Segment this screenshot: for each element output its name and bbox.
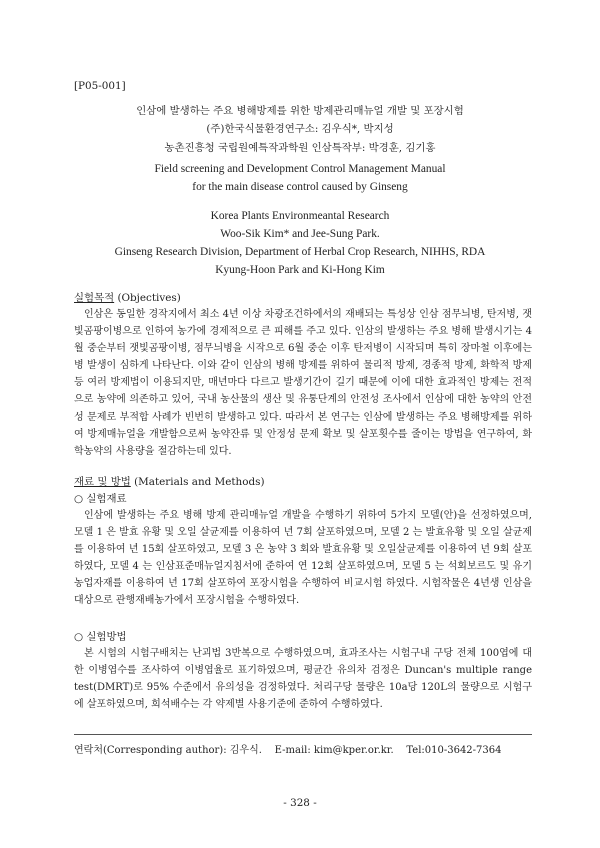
paper-id: [P05-001] [74, 80, 126, 92]
corresponding-author: 연락처(Corresponding author): 김우식. E-mail: kim@kper.or.kr. Tel:010-3642-7364 [74, 745, 502, 756]
korean-authors: (주)한국식물환경연구소: 김우식*, 박지성 [206, 123, 394, 135]
korean-affiliation: 농촌진흥청 국립원예특작과학원 인삼특작부: 박경훈, 김기홍 [164, 142, 436, 154]
page-number: - 328 - [283, 797, 317, 809]
english-authors-1: Woo-Sik Kim* and Jee-Sung Park. [220, 228, 380, 240]
objectives-heading-kr: 실험목적 [74, 292, 115, 304]
english-title-line1: Field screening and Development Control Management Manual [154, 163, 446, 175]
materials-body: 인삼에 발생하는 주요 병해 방제 관리매뉴얼 개발을 수행하기 위하여 5가지 모델(안)을 선정하였으며, 모델 1 은 발효 유황 및 오일 살균제를 이용하여 년 7회 살포하였으며, 모델 2 는 발효유황 및 오일 살균제를 이용하여 년 15회 살포하였고, 모델 3 은 농약 3 회와 발효유황 및 오일살균제를 이용하여 년 9회 살포하였다, 모델 4 는 인삼표준매뉴얼지침서에 준하여 연 12회 살포하였으며, 모델 5 는 석회보르도 및 유기농업자재를 이용하여 년 17회 살포하여 포장시험을 수행하여 비교시험 하였다. 시험작물은 4년생 인삼을 대상으로 관행재배농가에서 포장시험을 수행하였다. [74, 510, 532, 607]
english-affiliation-1: Korea Plants Environmeantal Research [210, 210, 390, 222]
objectives-body: 인삼은 동일한 경작지에서 최소 4년 이상 차광조건하에서의 재배되는 특성상 인삼 점무늬병, 탄저병, 잿빛곰팡이병으로 인하여 농가에 경제적으로 큰 피해를 주고 있다. 인삼의 발생하는 주요 병해 발생시기는 4월 중순부터 잿빛곰팡이병, 점무늬병을 시작으로 6월 중순 이후 탄저병이 시작되며 특히 장마철 이후에는 병 발생이 심하게 나타난다. 이와 같이 인삼의 병해 방제를 위하여 물리적 방제, 경종적 방제, 화학적 방제 등 여러 방제법이 이용되지만, 매년마다 다르고 발생기간이 길기 때문에 이에 대한 효과적인 방제는 전적으로 농약에 의존하고 있어, 국내 농산물의 생산 및 유통단계의 안전성 조사에서 인삼에 대한 농약의 안전성 문제로 부적합 사례가 빈번히 발생하고 있다. 따라서 본 연구는 인삼에 발생하는 주요 병해방제를 위하여 방제매뉴얼을 개발함으로써 농약잔류 및 안정성 문제 확보 및 살포횟수를 줄이는 방법을 연구하여, 화학농약의 사용량을 절감하는데 있다. [74, 309, 532, 457]
method-body: 본 시험의 시험구배치는 난괴법 3반복으로 수행하였으며, 효과조사는 시험구내 구당 전체 100엽에 대한 이병엽수를 조사하여 이병엽율로 표기하였으며, 평균간 유의차 검정은 Duncan's multiple range test(DMRT)로 95% 수준에서 유의성을 검정하였다. 처리구당 물량은 10a당 120L의 물량으로 시험구에 살포하였으며, 희석배수는 각 약제별 사용기준에 준하여 수행하였다. [74, 648, 532, 711]
footnote-divider [74, 734, 532, 735]
english-authors-2: Kyung-Hoon Park and Ki-Hong Kim [215, 264, 385, 276]
english-title-line2: for the main disease control caused by Ginseng [192, 181, 408, 193]
method-subheading: ○ 실험방법 [74, 631, 127, 643]
korean-title: 인삼에 발생하는 주요 병해방제를 위한 방제관리매뉴얼 개발 및 포장시험 [136, 105, 464, 117]
methods-heading-en: (Materials and Methods) [130, 476, 265, 488]
english-affiliation-2: Ginseng Research Division, Department of Herbal Crop Research, NIHHS, RDA [114, 246, 486, 258]
materials-subheading: ○ 실험재료 [74, 493, 127, 505]
methods-heading-kr: 재료 및 방법 [74, 476, 131, 488]
objectives-heading-en: (Objectives) [114, 292, 181, 304]
methods-heading [74, 473, 265, 488]
objectives-heading [74, 289, 181, 304]
